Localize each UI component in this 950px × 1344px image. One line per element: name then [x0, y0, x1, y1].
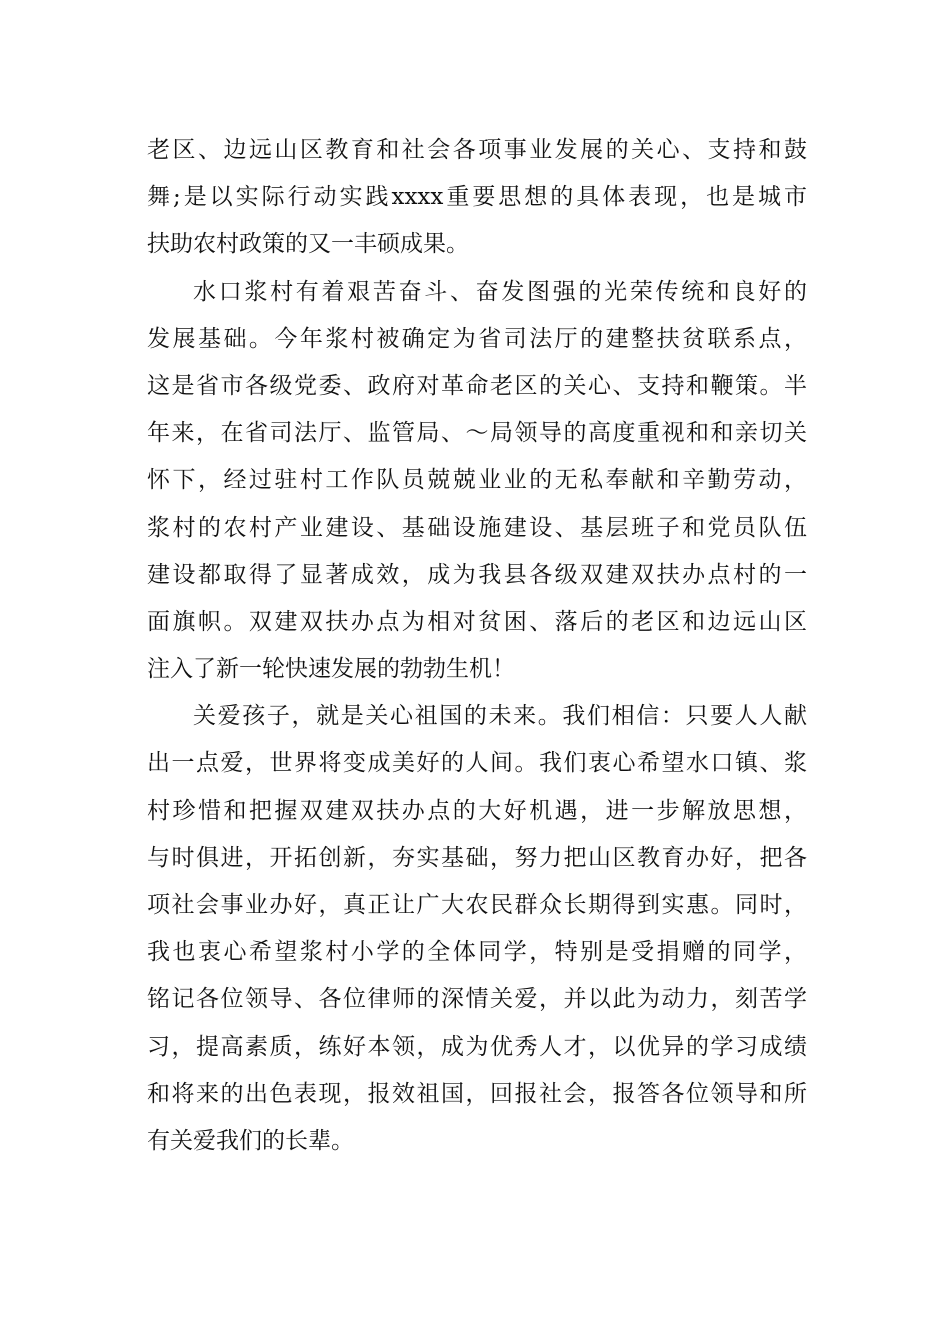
document-body [147, 127, 807, 1165]
paragraph-2 [147, 269, 807, 694]
text-line: 建设都取得了显著成效，成为我县各级双建双扶办点村的一 [147, 561, 807, 588]
text-line: 出一点爱，世界将变成美好的人间。我们衷心希望水口镇、浆 [147, 750, 807, 777]
text-line: 有关爱我们的长辈。 [147, 1127, 354, 1154]
text-line: 老区、边远山区教育和社会各项事业发展的关心、支持和鼓 [147, 137, 807, 163]
text-line: 年来，在省司法厅、监管局、～局领导的高度重视和和亲切关 [147, 420, 807, 447]
text-line: 注入了新一轮快速发展的勃勃生机！ [147, 656, 515, 683]
text-line: 扶助农村政策的又一丰硕成果。 [147, 231, 469, 258]
text-line: 项社会事业办好，真正让广大农民群众长期得到实惠。同时， [147, 892, 807, 918]
text-line: 我也衷心希望浆村小学的全体同学，特别是受捐赠的同学， [147, 939, 807, 966]
text-line: 村珍惜和把握双建双扶办点的大好机遇，进一步解放思想， [147, 797, 807, 824]
text-line: 铭记各位领导、各位律师的深情关爱，并以此为动力，刻苦学 [147, 986, 807, 1013]
text-line: 与时俱进，开拓创新，夯实基础，努力把山区教育办好，把各 [147, 844, 807, 871]
text-line: 舞;是以实际行动实践xxxx重要思想的具体表现，也是城市 [147, 184, 807, 211]
paragraph-1 [147, 127, 807, 269]
text-line: 水口浆村有着艰苦奋斗、奋发图强的光荣传统和良好的 [193, 278, 807, 305]
text-line: 和将来的出色表现，报效祖国，回报社会，报答各位领导和所 [147, 1080, 807, 1107]
text-line: 面旗帜。双建双扶办点为相对贫困、落后的老区和边远山区 [147, 608, 807, 635]
text-line: 怀下，经过驻村工作队员兢兢业业的无私奉献和辛勤劳动， [147, 467, 807, 494]
text-line: 这是省市各级党委、政府对革命老区的关心、支持和鞭策。半 [147, 372, 807, 399]
paragraph-3 [147, 693, 807, 1165]
text-line: 关爱孩子，就是关心祖国的未来。我们相信：只要人人献 [193, 703, 807, 730]
text-line: 浆村的农村产业建设、基础设施建设、基层班子和党员队伍 [147, 514, 807, 541]
text-line: 习，提高素质，练好本领，成为优秀人才，以优异的学习成绩 [147, 1033, 807, 1060]
text-line: 发展基础。今年浆村被确定为省司法厅的建整扶贫联系点， [147, 325, 807, 352]
